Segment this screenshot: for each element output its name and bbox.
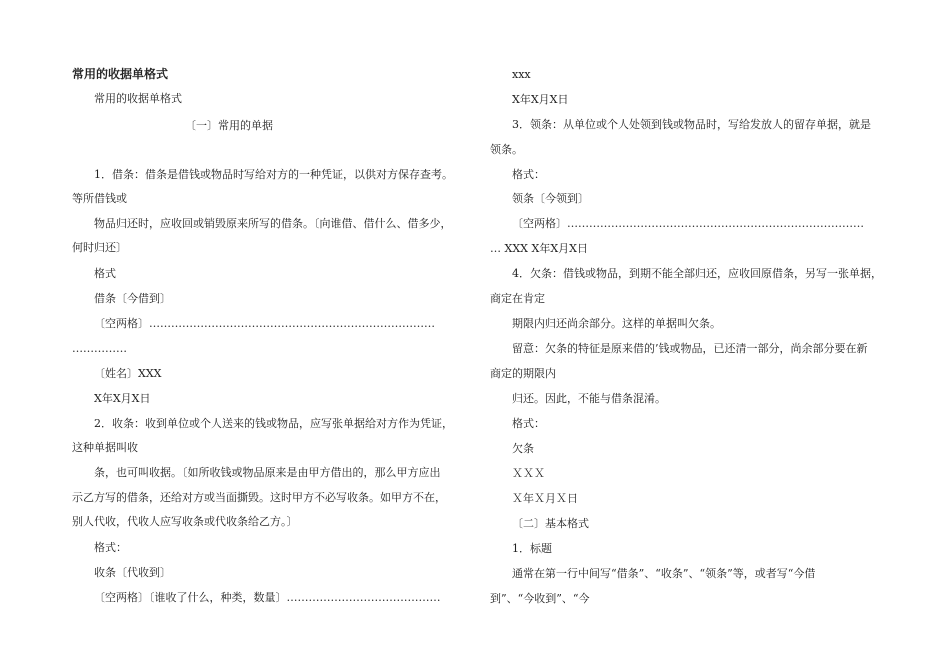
paragraph-line: 通常在第一行中间写“借条”、“收条”、“领条”等，或者写“今借 bbox=[512, 567, 816, 580]
paragraph-line: 商定在肯定 bbox=[490, 292, 545, 305]
paragraph-line: 物品归还时，应收回或销毁原来所写的借条。〔向谁借、借什么、借多少， bbox=[94, 217, 452, 230]
paragraph-line: 3．领条：从单位或个人处领到钱或物品时，写给发放人的留存单据，就是 bbox=[512, 118, 871, 131]
paragraph-line: 示乙方写的借条，还给对方或当面撕毁。这时甲方不必写收条。如甲方不在， bbox=[72, 491, 446, 504]
paragraph-line: 领条〔今领到〕 bbox=[512, 192, 589, 205]
paragraph-line: 何时归还〕 bbox=[72, 241, 127, 254]
paragraph-line: 4．欠条：借钱或物品，到期不能全部归还，应收回原借条，另写一张单据， bbox=[512, 267, 882, 280]
paragraph-line: ＸＸＸ bbox=[512, 467, 545, 480]
paragraph-line: 归还。因此，不能与借条混淆。 bbox=[512, 392, 666, 405]
paragraph-line: 欠条 bbox=[512, 442, 534, 455]
paragraph-line: … XXX X年X月X日 bbox=[490, 242, 588, 255]
paragraph-line: 条，也可叫收据。〔如所收钱或物品原来是由甲方借出的，那么甲方应出 bbox=[94, 466, 441, 479]
paragraph-line: 〔空两格〕…………………………………………………………………… bbox=[94, 317, 435, 330]
paragraph-line: 借条〔今借到〕 bbox=[94, 292, 171, 305]
paragraph-line: 领条。 bbox=[490, 143, 523, 156]
paragraph-line: 〔姓名〕XXX bbox=[94, 367, 162, 380]
paragraph-line: 格式： bbox=[512, 168, 545, 181]
section-heading: 〔二〕基本格式 bbox=[512, 517, 589, 530]
paragraph-line: …………… bbox=[72, 342, 127, 355]
paragraph-line: Ｘ年Ｘ月Ｘ日 bbox=[512, 492, 578, 505]
paragraph-line: 〔空两格〕〔谁收了什么，种类，数量〕…………………………………… bbox=[94, 591, 441, 604]
paragraph-line: 格式： bbox=[512, 417, 545, 430]
paragraph-line: X年X月X日 bbox=[94, 392, 151, 405]
document-title: 常用的收据单格式 bbox=[72, 67, 169, 81]
paragraph-line: 这种单据叫收 bbox=[72, 441, 138, 454]
paragraph-line: 1．借条：借条是借钱或物品时写给对方的一种凭证，以供对方保存查考。 bbox=[94, 168, 453, 181]
paragraph-line: 期限内归还尚余部分。这样的单据叫欠条。 bbox=[512, 317, 721, 330]
paragraph-line: 格式： bbox=[94, 541, 127, 554]
paragraph-line: 商定的期限内 bbox=[490, 367, 556, 380]
paragraph-line: 到”、“今收到”、“今 bbox=[490, 592, 590, 605]
paragraph-line: 等所借钱或 bbox=[72, 192, 127, 205]
paragraph-line: 〔空两格〕……………………………………………………………………… bbox=[512, 217, 864, 230]
paragraph-line: 别人代收，代收人应写收条或代收条给乙方。〕 bbox=[72, 515, 298, 528]
paragraph-line: 格式 bbox=[94, 267, 116, 280]
paragraph-line: 留意：欠条的特征是原来借的’钱或物品，已还清一部分，尚余部分要在新 bbox=[512, 342, 868, 355]
paragraph-line: 收条〔代收到〕 bbox=[94, 566, 171, 579]
paragraph-line: X年X月X日 bbox=[512, 93, 569, 106]
paragraph-line: 2．收条：收到单位或个人送来的钱或物品，应写张单据给对方作为凭证， bbox=[94, 417, 453, 430]
paragraph-line: 常用的收据单格式 bbox=[94, 92, 182, 105]
paragraph-line: 1．标题 bbox=[512, 542, 552, 555]
paragraph-line: xxx bbox=[512, 68, 531, 81]
section-heading: 〔一〕常用的单据 bbox=[185, 119, 273, 132]
